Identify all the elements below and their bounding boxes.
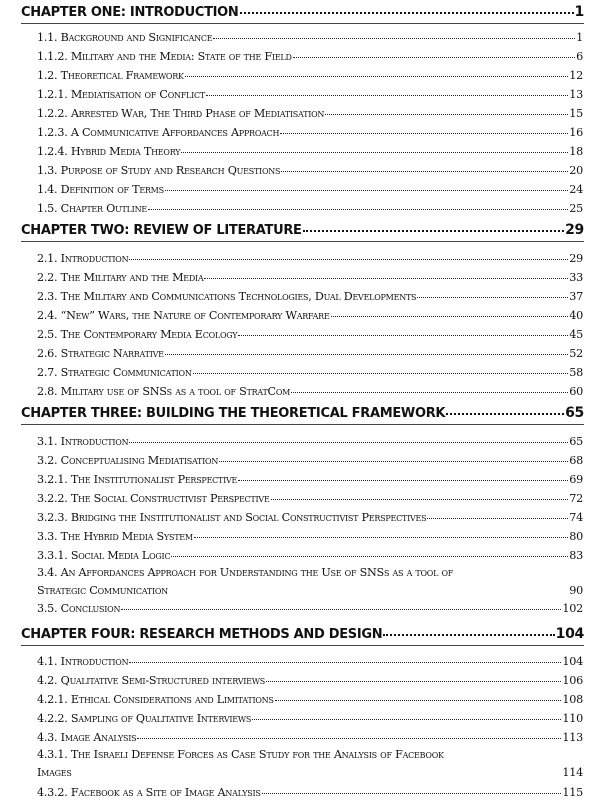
toc-leader-dots	[262, 793, 562, 794]
toc-page-number: 6	[576, 50, 583, 63]
toc-leader-dots	[383, 634, 554, 636]
toc-leader-dots	[275, 700, 562, 701]
toc-leader-dots	[238, 335, 568, 336]
toc-page-number: 69	[569, 473, 583, 486]
toc-page-number: 115	[562, 786, 583, 799]
toc-entry	[37, 511, 583, 524]
toc-page-number: 40	[569, 309, 583, 322]
chapter-heading	[21, 222, 584, 238]
toc-page-number: 29	[565, 222, 584, 238]
toc-entry-title: 3.2.2. The Social Constructivist Perspective	[37, 492, 270, 505]
toc-entry	[37, 69, 583, 82]
toc-entry-title: 4.2. Qualitative Semi-Structured interviews	[37, 674, 265, 687]
toc-leader-dots	[325, 114, 568, 115]
toc-entry-title: 3.2.3. Bridging the Institutionalist and Social Constructivist Perspectives	[37, 511, 427, 524]
toc-leader-dots	[194, 537, 568, 538]
toc-entry-title: 3.3. The Hybrid Media System	[37, 530, 193, 543]
toc-page-number: 90	[569, 584, 583, 597]
toc-page-number: 16	[569, 126, 583, 139]
toc-entry	[37, 145, 583, 158]
toc-entry	[37, 347, 583, 360]
toc-entry-title: 3.1. Introduction	[37, 435, 129, 448]
chapter-title: CHAPTER THREE: BUILDING THE THEORETICAL FRAMEWORK	[21, 406, 446, 421]
toc-leader-dots	[280, 133, 568, 134]
toc-leader-dots	[129, 662, 561, 663]
toc-entry	[37, 435, 583, 448]
toc-entry-title: 2.6. Strategic Narrative	[37, 347, 164, 360]
toc-leader-dots	[185, 76, 569, 77]
toc-entry-title: 3.2.1. The Institutionalist Perspective	[37, 473, 238, 486]
toc-page-number: 83	[569, 549, 583, 562]
toc-entry-title: 2.2. The Military and the Media	[37, 271, 204, 284]
toc-entry-title: 1.1.2. Military and the Media: State of the Field	[37, 50, 292, 63]
toc-leader-dots	[165, 190, 568, 191]
toc-entry-continuation	[37, 766, 583, 779]
toc-page-number: 15	[569, 107, 583, 120]
toc-entry-title-line2: Images	[37, 766, 72, 779]
toc-entry	[37, 309, 583, 322]
toc-entry-title: 4.1. Introduction	[37, 655, 129, 668]
chapter-title: CHAPTER ONE: INTRODUCTION	[21, 5, 239, 20]
toc-page-number: 25	[569, 202, 583, 215]
toc-page-number: 20	[569, 164, 583, 177]
toc-page-number: 114	[562, 766, 583, 779]
toc-page-number: 12	[569, 69, 583, 82]
toc-page-number: 33	[569, 271, 583, 284]
toc-entry	[37, 655, 583, 668]
toc-page-number: 108	[562, 693, 583, 706]
toc-entry-title: 1.4. Definition of Terms	[37, 183, 164, 196]
toc-leader-dots	[240, 12, 574, 14]
toc-leader-dots	[206, 95, 568, 96]
toc-entry	[37, 366, 583, 379]
toc-page-number: 110	[562, 712, 583, 725]
toc-entry	[37, 731, 583, 744]
toc-entry	[37, 674, 583, 687]
toc-entry	[37, 202, 583, 215]
toc-entry	[37, 107, 583, 120]
toc-page-number: 72	[569, 492, 583, 505]
toc-page-number: 65	[565, 405, 584, 421]
toc-page-number: 18	[569, 145, 583, 158]
toc-entry-title: 2.4. “New” Wars, the Nature of Contemporary Warfare	[37, 309, 330, 322]
toc-page-number: 74	[569, 511, 583, 524]
toc-entry-title: 1.5. Chapter Outline	[37, 202, 147, 215]
toc-entry-title: 2.5. The Contemporary Media Ecology	[37, 328, 238, 341]
toc-entry-title: 1.1. Background and Significance	[37, 31, 213, 44]
toc-page-number: 80	[569, 530, 583, 543]
chapter-title: CHAPTER FOUR: RESEARCH METHODS AND DESIGN	[21, 627, 383, 642]
toc-page-number: 68	[569, 454, 583, 467]
toc-entry	[37, 712, 583, 725]
toc-leader-dots	[204, 278, 568, 279]
toc-entry	[37, 50, 583, 63]
toc-entry-title: 1.2.4. Hybrid Media Theory	[37, 145, 181, 158]
toc-entry	[37, 328, 583, 341]
toc-leader-dots	[303, 230, 564, 232]
toc-entry-title: 3.5. Conclusion	[37, 602, 121, 615]
toc-entry-title-line1: 3.4. An Affordances Approach for Understanding the Use of SNSs as a tool of	[37, 566, 454, 579]
toc-leader-dots	[446, 413, 564, 415]
toc-page-number: 106	[562, 674, 583, 687]
toc-entry	[37, 88, 583, 101]
toc-entry	[37, 530, 583, 543]
toc-entry	[37, 566, 583, 597]
toc-entry	[37, 31, 583, 44]
toc-entry-title: 4.2.2. Sampling of Qualitative Interviews	[37, 712, 252, 725]
toc-page-number: 45	[569, 328, 583, 341]
toc-page-number: 65	[569, 435, 583, 448]
toc-page-number: 24	[569, 183, 583, 196]
toc-entry	[37, 602, 583, 615]
toc-entry	[37, 290, 583, 303]
toc-entry-title: 2.3. The Military and Communications Technologies, Dual Developments	[37, 290, 417, 303]
toc-entry	[37, 454, 583, 467]
toc-page-number: 29	[569, 252, 583, 265]
toc-page-number: 13	[569, 88, 583, 101]
toc-entry-title: 1.2.1. Mediatisation of Conflict	[37, 88, 205, 101]
toc-entry	[37, 183, 583, 196]
toc-entry-title-line1: 4.3.1. The Israeli Defense Forces as Case Study for the Analysis of Facebook	[37, 748, 444, 761]
toc-entry-title: 4.3.2. Facebook as a Site of Image Analysis	[37, 786, 261, 799]
toc-entry	[37, 492, 583, 505]
toc-entry-title: 4.2.1. Ethical Considerations and Limitations	[37, 693, 274, 706]
toc-entry	[37, 385, 583, 398]
toc-leader-dots	[271, 499, 569, 500]
toc-leader-dots	[193, 373, 569, 374]
toc-entry-title: 1.2.3. A Communicative Affordances Approach	[37, 126, 280, 139]
toc-page-number: 113	[562, 731, 583, 744]
toc-entry-title: 2.8. Military use of SNSs as a tool of StratCom	[37, 385, 291, 398]
toc-leader-dots	[181, 152, 568, 153]
toc-entry	[37, 748, 583, 779]
chapter-rule	[21, 241, 584, 242]
toc-page-number: 104	[562, 655, 583, 668]
chapter-rule	[21, 645, 584, 646]
toc-entry-continuation	[37, 584, 583, 597]
toc-entry-title: 1.2. Theoretical Framework	[37, 69, 184, 82]
toc-entry-title: 1.2.2. Arrested War, The Third Phase of Mediatisation	[37, 107, 325, 120]
toc-entry-title: 3.3.1. Social Media Logic	[37, 549, 171, 562]
toc-entry	[37, 473, 583, 486]
toc-entry	[37, 126, 583, 139]
toc-entry	[37, 693, 583, 706]
toc-entry-title: 2.1. Introduction	[37, 252, 129, 265]
toc-page-number: 58	[569, 366, 583, 379]
toc-leader-dots	[417, 297, 568, 298]
chapter-rule	[21, 424, 584, 425]
toc-entry	[37, 549, 583, 562]
toc-page-number: 102	[562, 602, 583, 615]
toc-leader-dots	[213, 38, 575, 39]
chapter-title: CHAPTER TWO: REVIEW OF LITERATURE	[21, 223, 302, 238]
toc-entry	[37, 786, 583, 799]
toc-entry-title: 4.3. Image Analysis	[37, 731, 137, 744]
toc-entry-title: 1.3. Purpose of Study and Research Questions	[37, 164, 281, 177]
toc-page-number: 52	[569, 347, 583, 360]
toc-leader-dots	[266, 681, 561, 682]
toc-leader-dots	[148, 209, 568, 210]
toc-leader-dots	[293, 57, 575, 58]
toc-leader-dots	[281, 171, 568, 172]
chapter-heading	[21, 626, 584, 642]
toc-leader-dots	[331, 316, 569, 317]
toc-entry-title: 3.2. Conceptualising Mediatisation	[37, 454, 219, 467]
chapter-heading	[21, 405, 584, 421]
toc-page-number: 104	[555, 626, 584, 642]
toc-leader-dots	[427, 518, 568, 519]
toc-leader-dots	[129, 259, 568, 260]
toc-page-number: 1	[574, 4, 584, 20]
toc-leader-dots	[252, 719, 561, 720]
toc-entry	[37, 271, 583, 284]
toc-entry	[37, 252, 583, 265]
toc-leader-dots	[238, 480, 568, 481]
toc-entry-title-line2: Strategic Communication	[37, 584, 168, 597]
toc-entry	[37, 164, 583, 177]
toc-leader-dots	[121, 609, 561, 610]
toc-leader-dots	[219, 461, 568, 462]
toc-leader-dots	[291, 392, 568, 393]
chapter-rule	[21, 23, 584, 24]
toc-page-number: 37	[569, 290, 583, 303]
toc-page-number: 1	[576, 31, 583, 44]
toc-leader-dots	[137, 738, 561, 739]
toc-leader-dots	[171, 556, 568, 557]
chapter-heading	[21, 4, 584, 20]
toc-entry-title: 2.7. Strategic Communication	[37, 366, 192, 379]
toc-leader-dots	[129, 442, 568, 443]
toc-page-number: 60	[569, 385, 583, 398]
toc-leader-dots	[165, 354, 569, 355]
